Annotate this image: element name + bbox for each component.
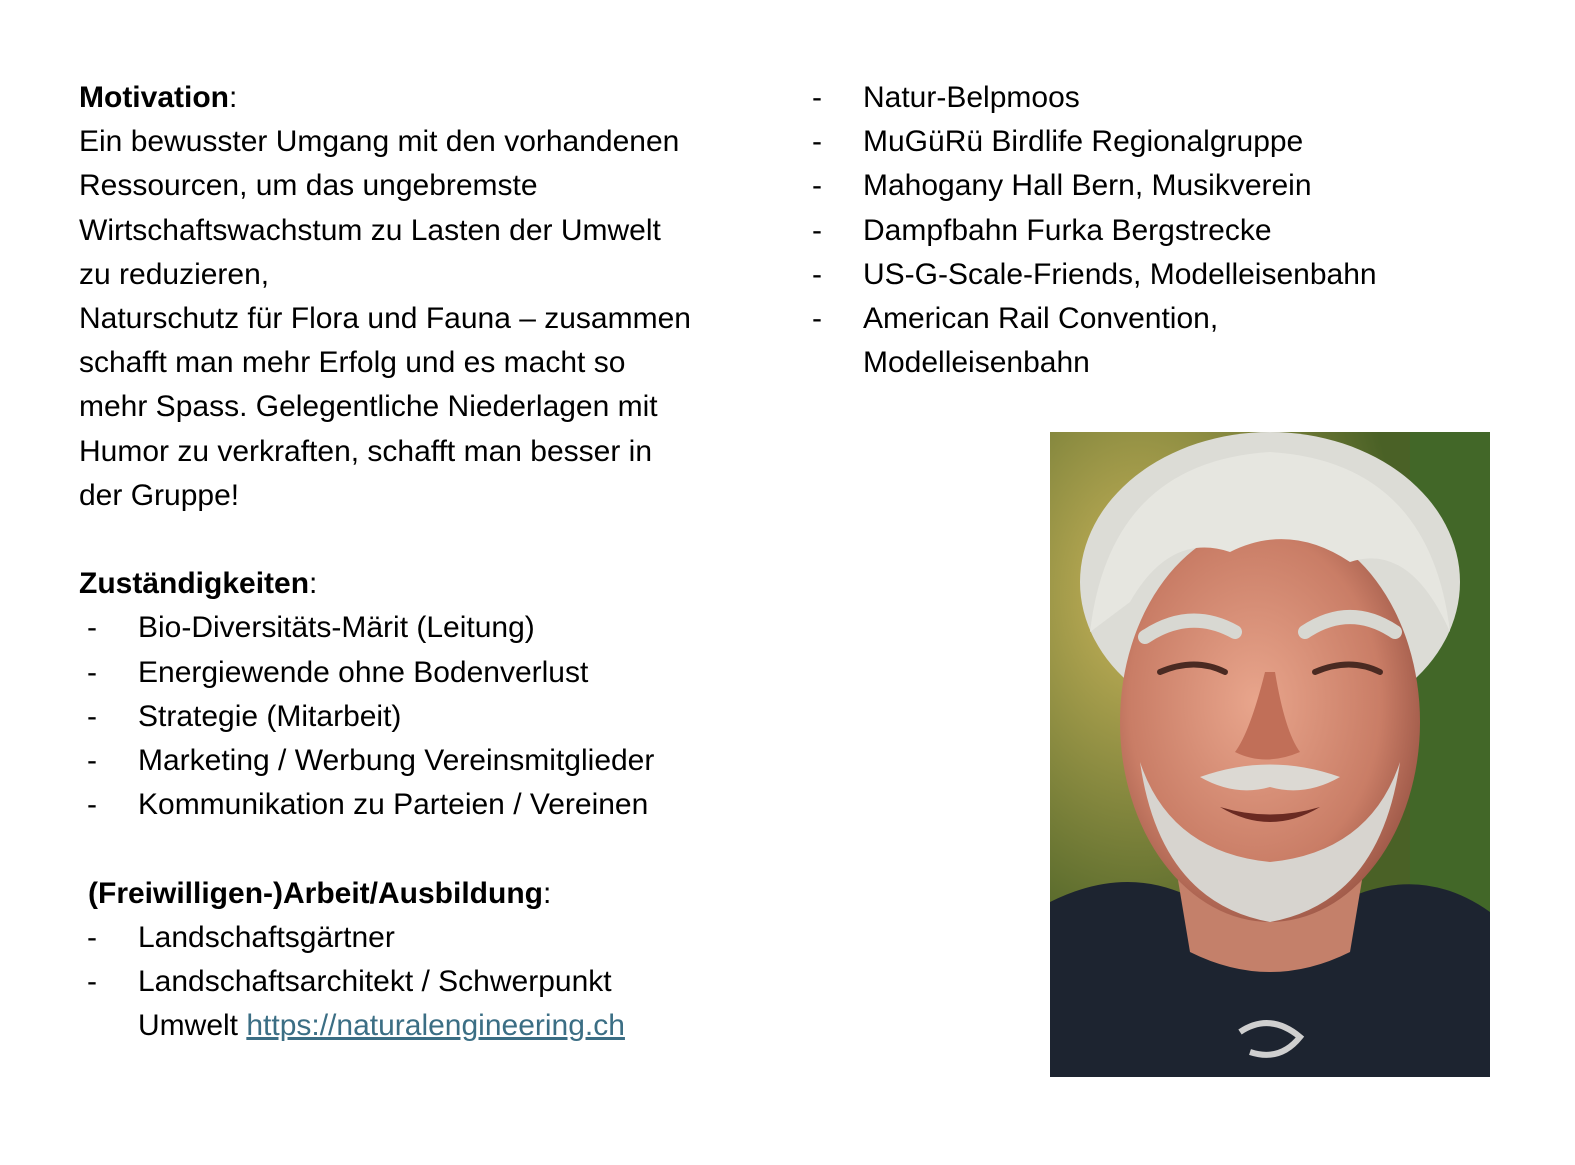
motivation-line: Ressourcen, um das ungebremste — [79, 169, 538, 203]
portrait-photo — [1050, 432, 1490, 1077]
motivation-line: Wirtschaftswachstum zu Lasten der Umwelt — [79, 213, 661, 247]
dash-bullet: - — [812, 302, 822, 336]
dash-bullet: - — [812, 125, 822, 159]
list-item: - Landschaftsgärtner — [79, 916, 779, 960]
list-item: - Marketing / Werbung Vereinsmitglieder — [79, 739, 779, 783]
dash-bullet: - — [812, 169, 822, 203]
dash-bullet: - — [87, 744, 97, 778]
list-item: - Landschaftsarchitekt / Schwerpunkt Umwelt https://naturalengineering.ch — [79, 960, 779, 1048]
motivation-line: schafft man mehr Erfolg und es macht so — [79, 346, 626, 380]
memberships-list — [812, 76, 1512, 385]
dash-bullet: - — [87, 965, 97, 999]
list-item: - Strategie (Mitarbeit) — [79, 695, 779, 739]
work-heading-label: (Freiwilligen-)Arbeit/Ausbildung — [88, 876, 543, 910]
list-item: - Energiewende ohne Bodenverlust — [79, 651, 779, 695]
dash-bullet: - — [87, 699, 97, 733]
dash-bullet: - — [812, 81, 822, 114]
list-item: - US-G-Scale-Friends, Modelleisenbahn — [812, 253, 1512, 297]
spacer — [79, 518, 779, 562]
list-item: - Kommunikation zu Parteien / Vereinen — [79, 783, 779, 827]
spacer — [79, 827, 779, 871]
work-list — [79, 916, 779, 1049]
list-item: - MuGüRü Birdlife Regionalgruppe — [812, 120, 1512, 164]
motivation-line: mehr Spass. Gelegentliche Niederlagen mit — [79, 390, 658, 424]
list-item: - Bio-Diversitäts-Märit (Leitung) — [79, 606, 779, 650]
list-item: - Natur-Belpmoos — [812, 76, 1512, 120]
responsibilities-list — [79, 606, 779, 827]
dash-bullet: - — [87, 611, 97, 645]
list-item: - Dampfbahn Furka Bergstrecke — [812, 209, 1512, 253]
dash-bullet: - — [87, 655, 97, 689]
responsibilities-heading-label: Zuständigkeiten — [79, 567, 310, 601]
dash-bullet: - — [812, 213, 822, 247]
website-link[interactable]: https://naturalengineering.ch — [246, 1009, 625, 1043]
motivation-line: Naturschutz für Flora und Fauna – zusammen — [79, 302, 691, 336]
list-item: - Mahogany Hall Bern, Musikverein — [812, 164, 1512, 208]
dash-bullet: - — [87, 788, 97, 822]
list-item: - American Rail Convention, Modelleisenbahn — [812, 297, 1512, 385]
motivation-heading-label: Motivation — [79, 81, 229, 114]
dash-bullet: - — [812, 257, 822, 291]
motivation-line: Ein bewusster Umgang mit den vorhandenen — [79, 125, 680, 159]
motivation-line: Humor zu verkraften, schafft man besser in — [79, 434, 653, 468]
portrait-illustration — [1050, 432, 1490, 1077]
responsibilities-heading: Zuständigkeiten: — [79, 567, 318, 601]
right-column — [812, 76, 1512, 385]
motivation-text — [79, 120, 779, 518]
left-column — [79, 76, 779, 1048]
motivation-line: zu reduzieren, — [79, 257, 270, 291]
motivation-heading: Motivation: — [79, 81, 238, 114]
motivation-line: der Gruppe! — [79, 478, 240, 512]
dash-bullet: - — [87, 920, 97, 954]
work-heading: (Freiwilligen-)Arbeit/Ausbildung: — [88, 876, 552, 910]
